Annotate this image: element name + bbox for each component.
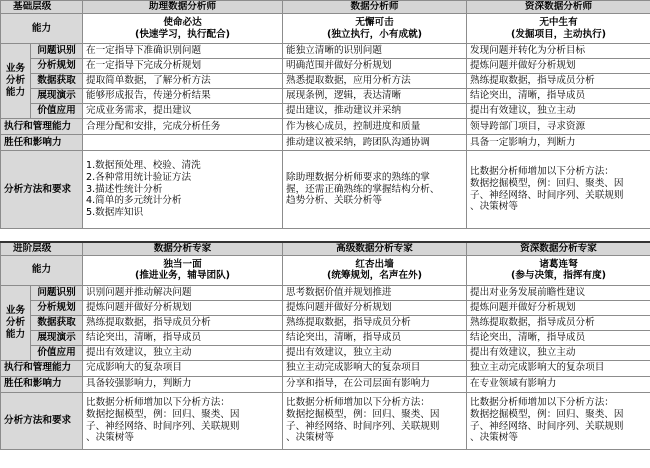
ability-label: 能力 — [1, 14, 83, 44]
row-label: 展现演示 — [31, 89, 83, 104]
cell: 提炼问题并做好分析规划 — [283, 300, 467, 315]
methods-cell — [283, 151, 467, 229]
method-line: 3.描述性统计分析 — [86, 183, 163, 195]
method-line: 数据挖掘模型，例：回归、聚类、因 — [286, 409, 440, 420]
influence-label: 胜任和影响力 — [1, 135, 83, 151]
basic-level-table — [0, 0, 650, 229]
cell: 具备较强影响力，判断力 — [83, 376, 283, 392]
method-line: 、决策树等 — [470, 201, 518, 213]
cell: 在一定指导下准确识别问题 — [83, 44, 283, 59]
row-label: 展现演示 — [31, 330, 83, 345]
ability-cell — [283, 14, 467, 44]
row-label: 分析规划 — [31, 59, 83, 74]
method-line: 比数据分析师增加以下分析方法： — [286, 397, 430, 409]
cell — [83, 135, 283, 151]
category-line: 分析 — [5, 316, 26, 328]
influence-row — [1, 376, 650, 392]
category-line: 能力 — [5, 328, 26, 340]
method-line: 4.简单的多元统计分析 — [86, 195, 182, 207]
cell: 结论突出，清晰，指导成员 — [467, 89, 650, 104]
cell: 思考数据价值并规划推进 — [283, 285, 467, 300]
influence-label: 胜任和影响力 — [1, 376, 83, 392]
category-line: 能力 — [5, 86, 26, 98]
ability-name: 诸葛连弩 — [539, 258, 578, 270]
method-line: 2.各种常用统计验证方法 — [86, 171, 192, 183]
category-line: 业务 — [5, 305, 26, 317]
business-row — [1, 315, 650, 330]
cell: 提炼问题并做好分析规划 — [467, 300, 650, 315]
methods-cell — [467, 151, 650, 229]
row-label: 分析规划 — [31, 300, 83, 315]
role-title: 资深数据分析专家 — [467, 242, 650, 255]
ability-desc: (发掘项目，主动执行) — [510, 28, 607, 40]
methods-row — [1, 392, 650, 449]
ability-name: 使命必达 — [163, 16, 202, 28]
role-title: 数据分析专家 — [83, 242, 283, 255]
method-line: 数据挖掘模型，例：回归、聚类、因 — [86, 409, 240, 420]
cell: 熟练提取数据，指导成员分析 — [467, 74, 650, 89]
influence-row — [1, 135, 650, 151]
methods-cell — [83, 392, 283, 449]
methods-label: 分析方法和要求 — [1, 151, 83, 229]
cell: 独立主动完成影响大的复杂项目 — [283, 360, 467, 376]
cell: 提炼问题并做好分析规划 — [83, 300, 283, 315]
row-label: 问题识别 — [31, 44, 83, 59]
business-row — [1, 330, 650, 345]
ability-name: 独当一面 — [163, 258, 202, 270]
level-label: 进阶层级 — [1, 242, 83, 255]
cell: 作为核心成员，控制进度和质量 — [283, 119, 467, 135]
cell: 发现问题并转化为分析目标 — [467, 44, 650, 59]
cell: 熟悉提取数据，应用分析方法 — [283, 74, 467, 89]
cell: 熟练提取数据，指导成员分析 — [467, 315, 650, 330]
cell: 展现条例，逻辑，表达清晰 — [283, 89, 467, 104]
methods-cell — [283, 392, 467, 449]
ability-desc: (独立执行，小有成就) — [326, 28, 423, 40]
exec-label: 执行和管理能力 — [1, 119, 83, 135]
cell: 提出建议，推动建议并采纳 — [283, 104, 467, 119]
section-spacer — [0, 232, 650, 241]
method-line: 比数据分析师增加以下分析方法： — [470, 166, 614, 178]
method-line: 、决策树等 — [286, 432, 334, 444]
header-row — [1, 242, 650, 255]
advanced-level-table — [0, 241, 650, 450]
cell: 提出有效建议，独立主动 — [467, 345, 650, 360]
ability-label: 能力 — [1, 255, 83, 285]
category-line: 业务 — [5, 63, 26, 75]
method-line: 趋势分析、关联分析等 — [286, 195, 382, 207]
ability-desc: (统筹规划，名声在外) — [326, 270, 423, 282]
business-row — [1, 300, 650, 315]
business-row — [1, 74, 650, 89]
role-title: 数据分析师 — [283, 1, 467, 14]
business-category — [1, 44, 31, 119]
method-line: 子、神经网络、时间序列、关联规则 — [86, 420, 240, 432]
method-line: 5.数据库知识 — [86, 207, 144, 219]
methods-cell — [83, 151, 283, 229]
method-line: 子、神经网络、时间序列、关联规则 — [470, 189, 624, 201]
ability-desc: (参与决策，指挥有度) — [510, 270, 607, 282]
cell: 提炼问题并做好分析规划 — [467, 59, 650, 74]
row-label: 数据获取 — [31, 74, 83, 89]
category-line: 分析 — [5, 75, 26, 87]
ability-name: 无中生有 — [539, 16, 578, 28]
row-label: 价值应用 — [31, 104, 83, 119]
method-line: 1.数据预处理、校验、清洗 — [86, 160, 201, 172]
methods-label: 分析方法和要求 — [1, 392, 83, 449]
cell: 独立主动完成影响大的复杂项目 — [467, 360, 650, 376]
method-line: 子、神经网络、时间序列、关联规则 — [286, 420, 440, 432]
cell: 在专业领域有影响力 — [467, 376, 650, 392]
methods-cell — [467, 392, 650, 449]
methods-row — [1, 151, 650, 229]
cell: 结论突出，清晰，指导成员 — [467, 330, 650, 345]
cell: 能够形成报告，传递分析结果 — [83, 89, 283, 104]
method-line: 数据挖掘模型，例：回归、聚类、因 — [470, 177, 624, 189]
cell: 完成影响大的复杂项目 — [83, 360, 283, 376]
business-category — [1, 285, 31, 360]
cell: 提出有效建议，独立主动 — [283, 345, 467, 360]
cell: 提出对业务发展前瞻性建议 — [467, 285, 650, 300]
cell: 推动建议被采纳，跨团队沟通协调 — [283, 135, 467, 151]
business-row — [1, 89, 650, 104]
role-title: 高级数据分析专家 — [283, 242, 467, 255]
ability-cell — [467, 14, 650, 44]
cell: 熟练提取数据，指导成员分析 — [283, 315, 467, 330]
business-row — [1, 285, 650, 300]
cell: 完成业务需求，提出建议 — [83, 104, 283, 119]
cell: 结论突出，清晰，指导成员 — [83, 330, 283, 345]
business-row — [1, 104, 650, 119]
ability-name: 无懈可击 — [355, 16, 394, 28]
business-row — [1, 345, 650, 360]
ability-cell — [83, 14, 283, 44]
method-line: 除助理数据分析师要求的熟练的掌 — [286, 171, 430, 183]
cell: 具备一定影响力，判断力 — [467, 135, 650, 151]
role-title: 助理数据分析师 — [83, 1, 283, 14]
ability-desc: (快速学习，执行配合) — [134, 28, 231, 40]
ability-cell — [467, 255, 650, 285]
cell: 结论突出，清晰，指导成员 — [283, 330, 467, 345]
method-line: 、决策树等 — [470, 432, 518, 444]
exec-label: 执行和管理能力 — [1, 360, 83, 376]
ability-row — [1, 255, 650, 285]
business-row — [1, 59, 650, 74]
cell: 提出有效建议，独立主动 — [83, 345, 283, 360]
business-row — [1, 44, 650, 59]
ability-row — [1, 14, 650, 44]
cell: 在一定指导下完成分析规划 — [83, 59, 283, 74]
header-row — [1, 1, 650, 14]
cell: 识别问题并推动解决问题 — [83, 285, 283, 300]
ability-name: 红杏出墙 — [355, 258, 394, 270]
cell: 明确范围并做好分析规划 — [283, 59, 467, 74]
row-label: 问题识别 — [31, 285, 83, 300]
ability-desc: (推进业务，辅导团队) — [134, 270, 231, 282]
ability-cell — [283, 255, 467, 285]
cell: 提出有效建议，独立主动 — [467, 104, 650, 119]
level-label: 基础层级 — [1, 1, 83, 14]
cell: 分享和指导，在公司层面有影响力 — [283, 376, 467, 392]
exec-row — [1, 360, 650, 376]
row-label: 数据获取 — [31, 315, 83, 330]
ability-cell — [83, 255, 283, 285]
method-line: 数据挖掘模型，例：回归、聚类、因 — [470, 409, 624, 420]
method-line: 比数据分析师增加以下分析方法： — [470, 397, 614, 409]
role-title: 资深数据分析师 — [467, 1, 650, 14]
cell: 提取简单数据，了解分析方法 — [83, 74, 283, 89]
cell: 能独立清晰的识别问题 — [283, 44, 467, 59]
method-line: 握，还需正确熟练的掌握结构分析、 — [286, 183, 440, 195]
method-line: 、决策树等 — [86, 432, 134, 444]
method-line: 子、神经网络、时间序列、关联规则 — [470, 420, 624, 432]
cell: 合理分配和安排，完成分析任务 — [83, 119, 283, 135]
method-line: 比数据分析师增加以下分析方法： — [86, 397, 230, 409]
cell: 熟练提取数据，指导成员分析 — [83, 315, 283, 330]
exec-row — [1, 119, 650, 135]
cell: 领导跨部门项目，寻求资源 — [467, 119, 650, 135]
row-label: 价值应用 — [31, 345, 83, 360]
